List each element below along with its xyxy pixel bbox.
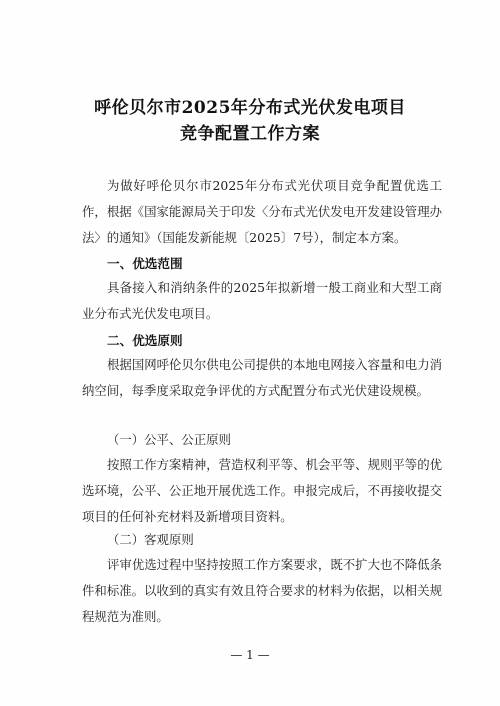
document-title-line1: 呼伦贝尔市2025年分布式光伏发电项目 <box>94 98 406 118</box>
page-number: — 1 — <box>230 648 270 662</box>
section-heading-principles: 二、优选原则 <box>107 333 183 348</box>
principle-heading-objectivity: （二）客观原则 <box>107 532 194 547</box>
principle-body-objectivity: 评审优选过程中坚持按照工作方案要求，既不扩大也不降低条件和标准。以收到的真实有效且符合要求的材料为依据，以相关规程规范为准则。 <box>82 557 442 624</box>
section-heading-scope: 一、优选范围 <box>107 256 183 271</box>
document-title-line2: 竞争配置工作方案 <box>180 124 320 144</box>
intro-paragraph: 为做好呼伦贝尔市2025年分布式光伏项目竞争配置优选工作，根据《国家能源局关于印发〈分布式光伏发电开发建设管理办法〉的通知》（国能发新能规〔2025〕7号），制定本方案。 <box>82 178 442 245</box>
section-body-principles: 根据国网呼伦贝尔供电公司提供的本地电网接入容量和电力消纳空间，每季度采取竞争评优的方式配置分布式光伏建设规模。 <box>82 357 442 398</box>
principle-body-fairness: 按照工作方案精神，营造权利平等、机会平等、规则平等的优选环境，公平、公正地开展优选工作。申报完成后，不再接收提交项目的任何补充材料及新增项目资料。 <box>82 457 442 524</box>
principle-heading-fairness: （一）公平、公正原则 <box>107 432 231 447</box>
section-body-scope: 具备接入和消纳条件的2025年拟新增一般工商业和大型工商业分布式光伏发电项目。 <box>82 280 442 321</box>
